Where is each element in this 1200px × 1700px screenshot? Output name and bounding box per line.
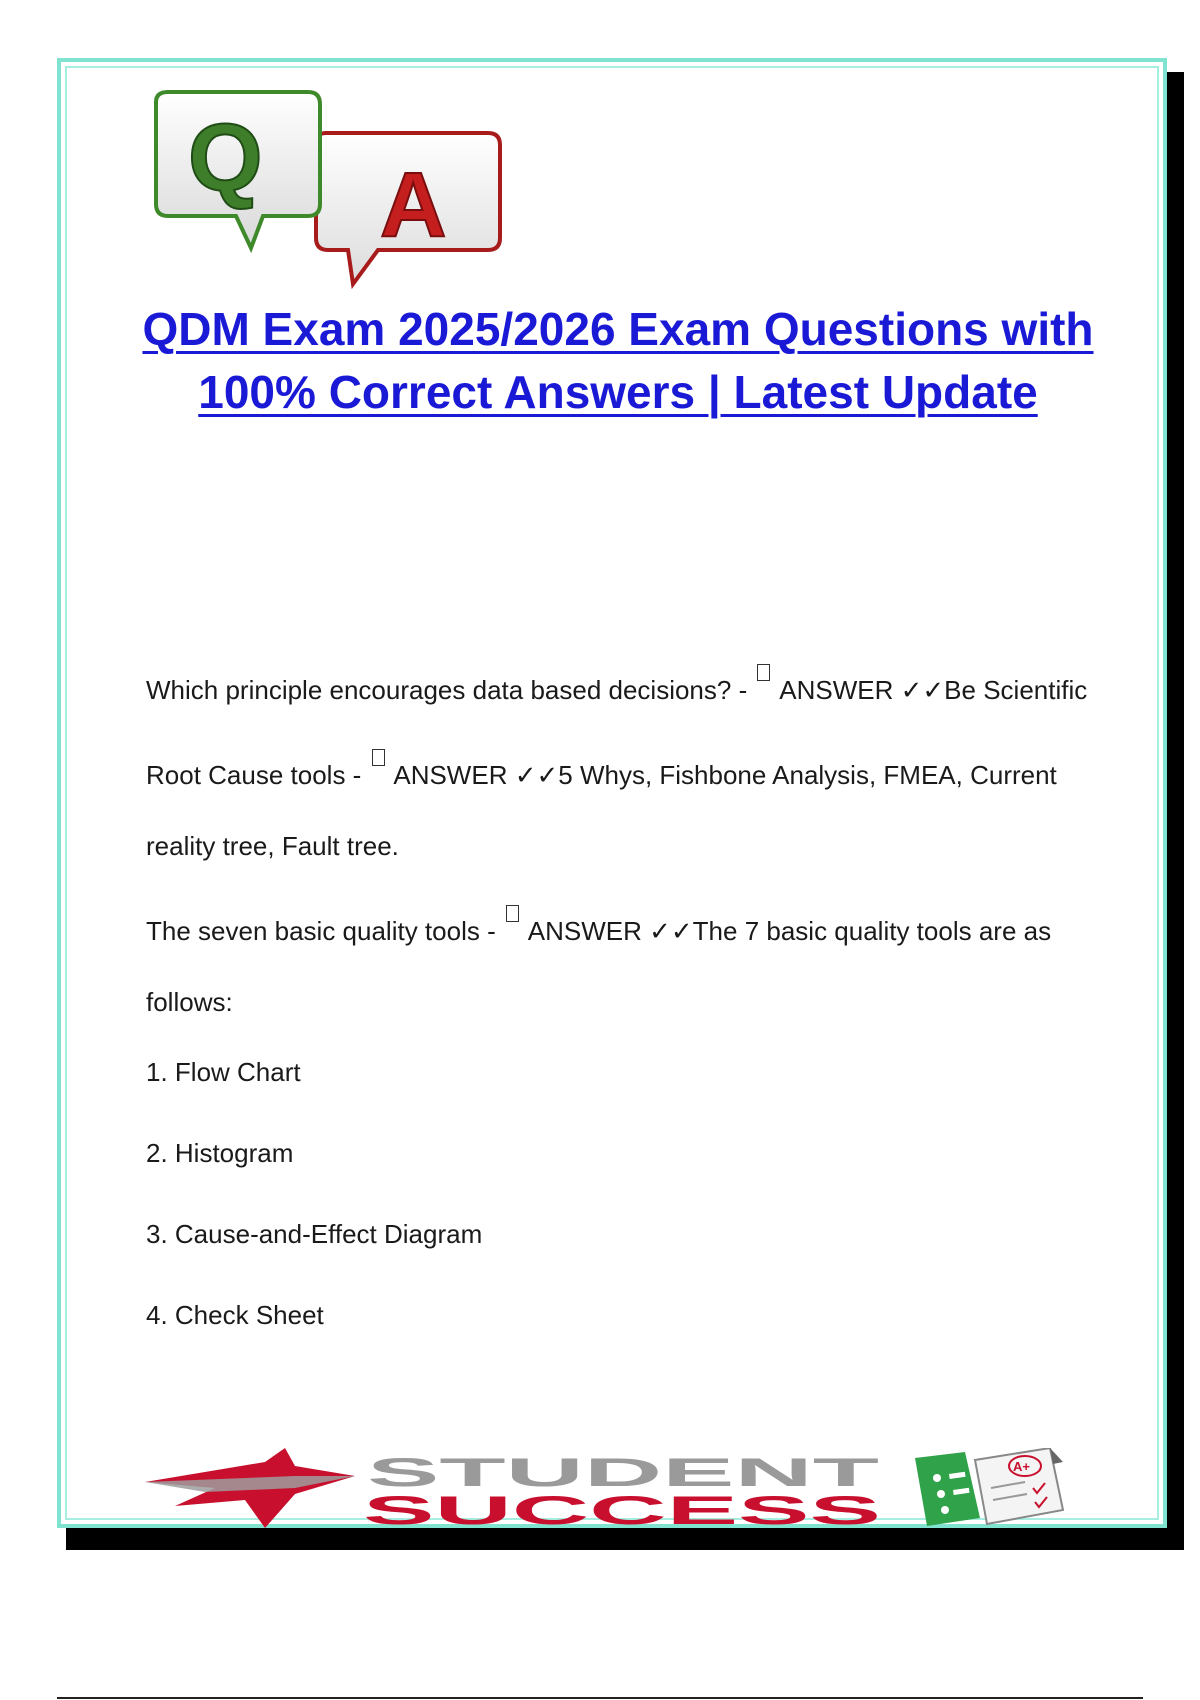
spreadsheet-icon: [915, 1452, 980, 1526]
qa-content: [146, 655, 1106, 1376]
q-letter: Q: [188, 104, 263, 211]
q-speech-bubble: [156, 92, 320, 248]
answer-text: The 7 basic quality tools are as follows:: [146, 916, 1052, 1017]
answer-text: Be Scientific: [944, 675, 1088, 705]
qa-item: [146, 655, 1106, 726]
star-swoosh-icon: [145, 1448, 355, 1528]
qa-item: [146, 896, 1106, 1038]
list-item: 2. Histogram: [146, 1138, 294, 1168]
a-letter: A: [380, 154, 447, 256]
bottom-divider: [57, 1697, 1143, 1699]
missing-glyph-icon: [757, 664, 770, 681]
document-title[interactable]: QDM Exam 2025/2026 Exam Questions with 100% Correct Answers | Latest Update: [142, 303, 1094, 418]
list-item: 4. Check Sheet: [146, 1300, 324, 1330]
answer-label: ANSWER ✓✓: [387, 760, 559, 790]
question-text: Which principle encourages data based decisions? -: [146, 675, 755, 705]
answer-label: ANSWER ✓✓: [521, 916, 693, 946]
list-item: 1. Flow Chart: [146, 1057, 301, 1087]
answer-text: 5 Whys, Fishbone Analysis, FMEA, Current reality tree, Fault tree.: [146, 760, 1057, 861]
question-text: The seven basic quality tools -: [146, 916, 503, 946]
list-item: 3. Cause-and-Effect Diagram: [146, 1219, 483, 1249]
question-text: Root Cause tools -: [146, 760, 369, 790]
qa-item: [146, 740, 1106, 882]
missing-glyph-icon: [506, 905, 519, 922]
logo-success-text: SUCCESS: [363, 1489, 881, 1530]
graded-paper-icon: [975, 1448, 1063, 1524]
missing-glyph-icon: [372, 749, 385, 766]
logo-student-text: STUDENT: [367, 1451, 879, 1495]
student-success-logo: [145, 1448, 1085, 1530]
a-speech-bubble: [316, 133, 500, 284]
qa-logo: [148, 88, 508, 298]
grade-badge: A+: [1013, 1459, 1030, 1474]
answer-label: ANSWER ✓✓: [773, 675, 945, 705]
